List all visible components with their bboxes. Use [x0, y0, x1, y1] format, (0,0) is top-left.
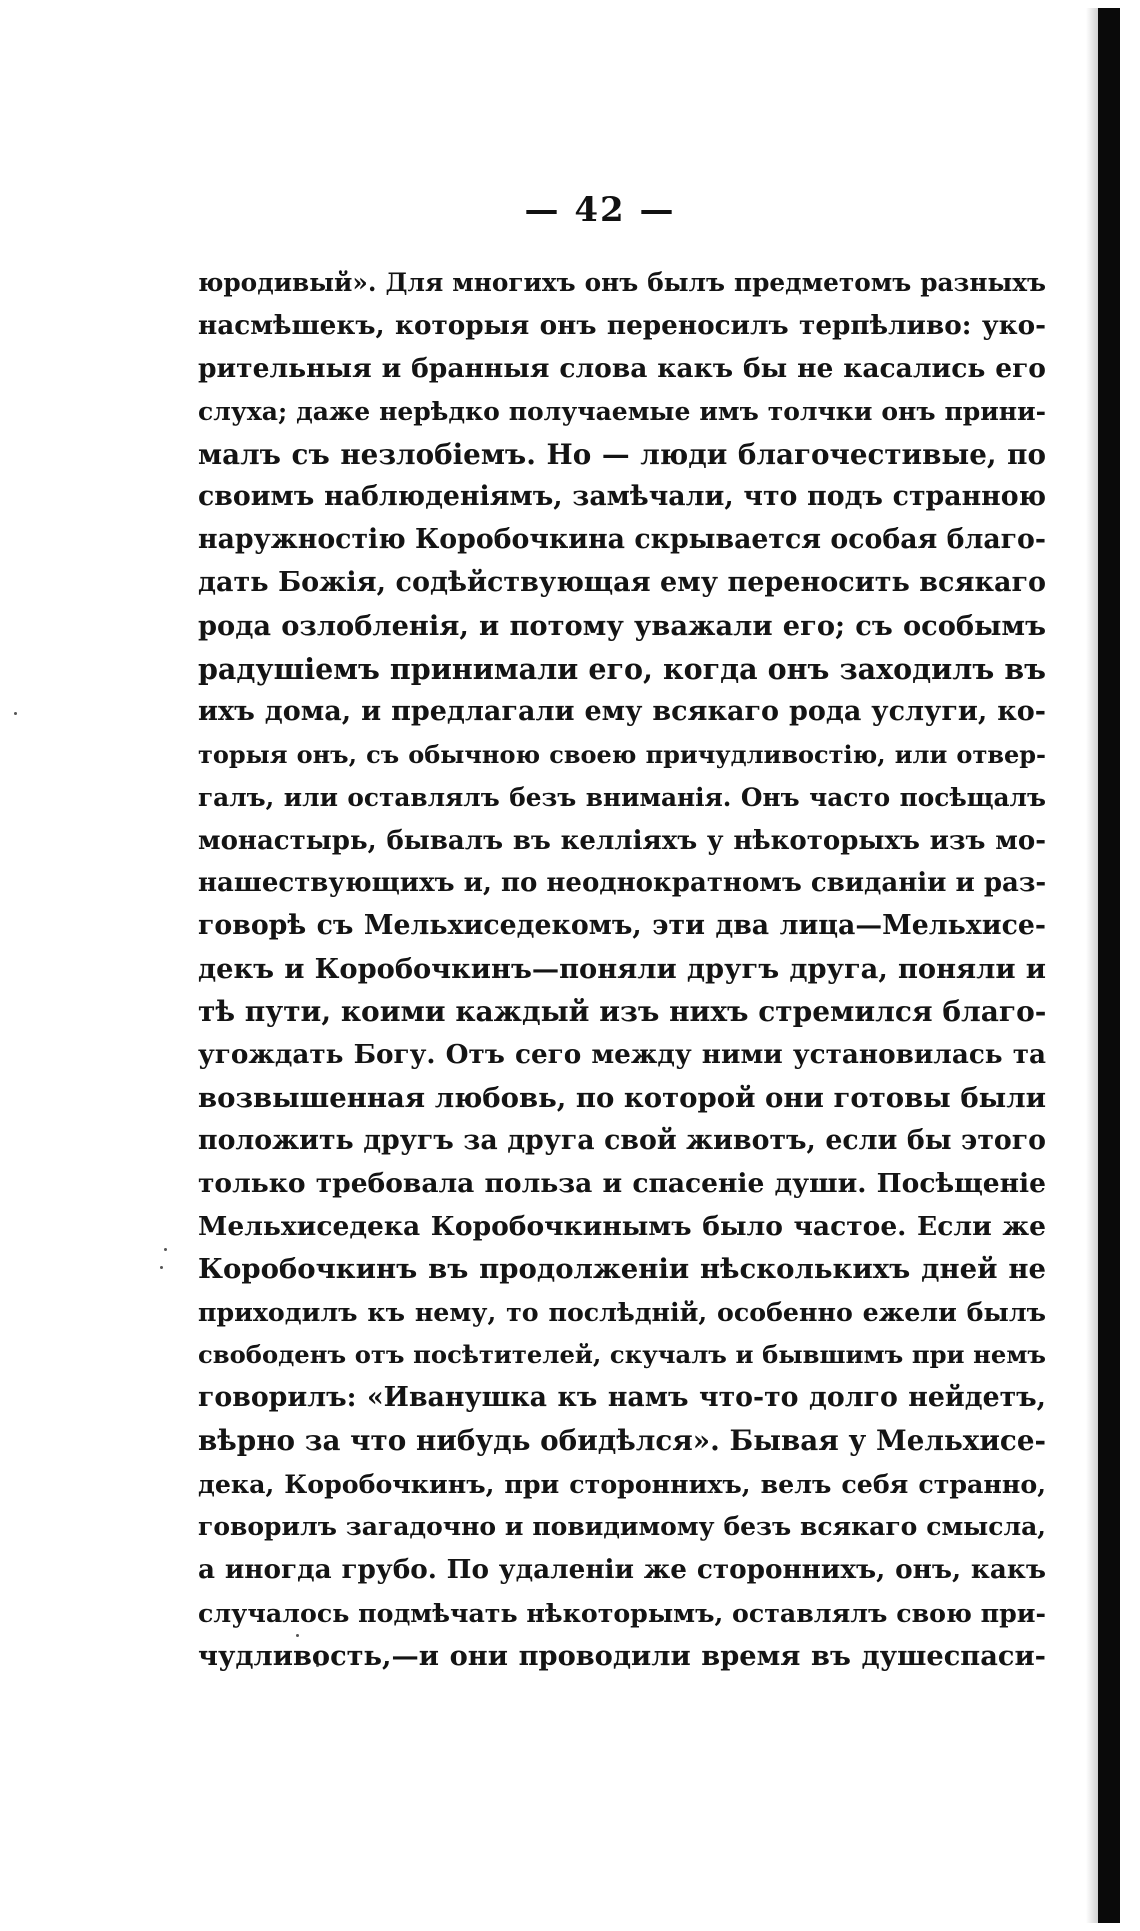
- text-line: малъ съ незлобіемъ. Но — люди благочестивые, по: [198, 437, 1046, 471]
- text-line: говорѣ съ Мельхиседекомъ, эти два лица—Мельхисе-: [198, 910, 1046, 942]
- text-line: а иногда грубо. По удаленіи же стороннихъ, онъ, какъ: [198, 1553, 1046, 1585]
- body-text: [198, 262, 1046, 1677]
- text-line: говорилъ: «Иванушка къ намъ что-то долго нейдетъ,: [198, 1382, 1046, 1414]
- text-line: нашествующихъ и, по неоднократномъ свиданіи и раз-: [198, 868, 1046, 899]
- text-line: говорилъ загадочно и повидимому безъ всякаго смысла,: [198, 1511, 1046, 1541]
- text-line: угождать Богу. Отъ сего между ними установилась та: [198, 1039, 1046, 1071]
- text-line: рода озлобленія, и потому уважали его; съ особымъ: [198, 610, 1046, 643]
- page-number: — 42 —: [524, 190, 676, 230]
- text-line: декъ и Коробочкинъ—поняли другъ друга, поняли и: [198, 953, 1046, 986]
- text-line: приходилъ къ нему, то послѣдній, особенно ежели былъ: [198, 1297, 1046, 1328]
- text-line: торыя онъ, съ обычною своею причудливостію, или отвер-: [198, 739, 1046, 769]
- text-line: насмѣшекъ, которыя онъ переносилъ терпѣливо: уко-: [198, 309, 1046, 341]
- text-line: радушіемъ принимали его, когда онъ заходилъ въ: [198, 652, 1046, 687]
- text-line: возвышенная любовь, по которой они готовы были: [198, 1081, 1046, 1114]
- text-line: Коробочкинъ въ продолженіи нѣсколькихъ дней не: [198, 1253, 1046, 1286]
- text-line: положить другъ за друга свой животъ, если бы этого: [198, 1124, 1046, 1156]
- text-line: только требовала польза и спасеніе души. Посѣщеніе: [198, 1167, 1046, 1199]
- scan-speck: [14, 712, 17, 715]
- text-line: свободенъ отъ посѣтителей, скучалъ и бывшимъ при немъ: [198, 1340, 1046, 1370]
- text-line: дать Божія, содѣйствующая ему переносить всякаго: [198, 567, 1046, 599]
- text-line: своимъ наблюденіямъ, замѣчали, что подъ странною: [198, 481, 1046, 513]
- text-line: галъ, или оставлялъ безъ вниманія. Онъ часто посѣщалъ: [198, 782, 1046, 812]
- text-line: Мельхиседека Коробочкинымъ было частое. Если же: [198, 1210, 1046, 1242]
- scan-speck: [164, 1248, 167, 1251]
- spine-shadow: [1086, 8, 1098, 1923]
- text-line: чудливость,—и они проводили время въ душеспаси-: [198, 1639, 1046, 1672]
- text-line: юродивый». Для многихъ онъ былъ предметомъ разныхъ: [198, 268, 1046, 297]
- text-line: вѣрно за что нибудь обидѣлся». Бывая у Мельхисе-: [198, 1424, 1046, 1458]
- scan-speck: [160, 1266, 163, 1269]
- text-line: случалось подмѣчать нѣкоторымъ, оставлялъ свою при-: [198, 1597, 1046, 1628]
- text-line: тѣ пути, коими каждый изъ нихъ стремился благо-: [198, 995, 1046, 1029]
- text-line: рительныя и бранныя слова какъ бы не касались его: [198, 352, 1046, 384]
- text-line: наружностію Коробочкина скрывается особая благо-: [198, 524, 1046, 556]
- text-line: монастырь, бывалъ въ келліяхъ у нѣкоторыхъ изъ мо-: [198, 825, 1046, 856]
- text-line: слуха; даже нерѣдко получаемые имъ толчки онъ прини-: [198, 396, 1046, 426]
- text-line: ихъ дома, и предлагали ему всякаго рода услуги, ко-: [198, 695, 1046, 727]
- text-line: дека, Коробочкинъ, при стороннихъ, велъ себя странно,: [198, 1468, 1046, 1499]
- page-edge-bar: [1098, 8, 1120, 1923]
